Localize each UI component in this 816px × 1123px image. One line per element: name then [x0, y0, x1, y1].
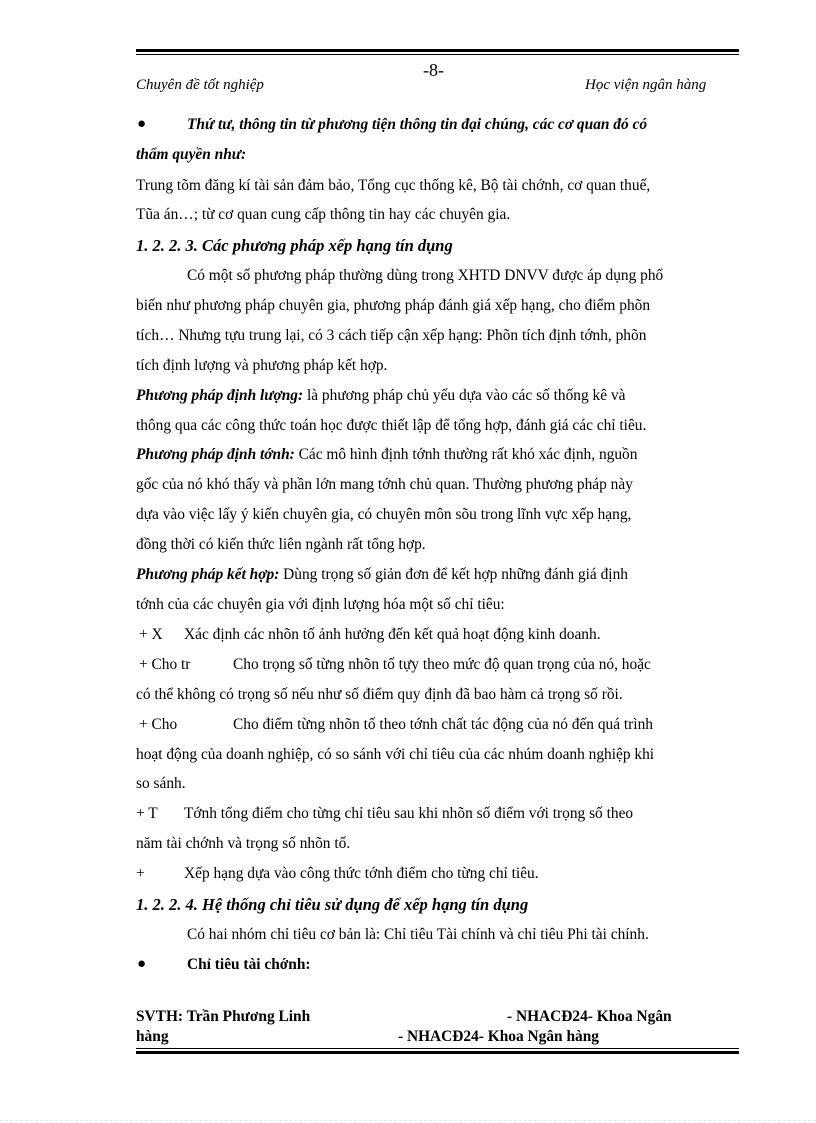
step-2-line1: Cho trọng số từng nhõn tố tựy theo mức độ quan trọng của nó, hoặc [233, 656, 651, 673]
paragraph-2-line4: tích định lượng và phương pháp kết hợp. [136, 357, 388, 374]
step-4-label: + T [136, 805, 158, 822]
header-right-title: Học viện ngân hàng [585, 77, 707, 93]
definition-combined-text: Dùng trọng số giản đơn để kết hợp những đánh giá định [279, 566, 628, 583]
definition-qualitative-line4: đồng thời có kiến thức liên ngành rất tổng hợp. [136, 536, 426, 553]
bullet2-heading: Chỉ tiêu tài chớnh: [187, 956, 311, 973]
term-combined: Phương pháp kết hợp: [136, 566, 280, 583]
step-3-line1: Cho điểm từng nhõn tố theo tớnh chất tác động của nó đến quá trình [233, 716, 653, 733]
paragraph-2-line1: Có một số phương pháp thường dùng trong XHTD DNVV được áp dụng phổ [187, 267, 664, 284]
bullet1-heading-line1: Thứ tư, thông tin từ phương tiện thông tin đại chúng, các cơ quan đó có [187, 116, 648, 133]
definition-quantitative-line2: thông qua các công thức toán học được thiết lập để tổng hợp, đánh giá các chỉ tiêu. [136, 417, 647, 434]
step-5-label: + [136, 865, 145, 882]
term-quantitative: Phương pháp định lượng: [136, 387, 304, 404]
page-number: -8- [423, 60, 444, 80]
section-heading-1-2-2-3: 1. 2. 2. 3. Các phương pháp xếp hạng tín dụng [136, 236, 453, 255]
definition-combined-line2: tớnh của các chuyên gia với định lượng hóa một số chỉ tiêu: [136, 596, 505, 613]
footer-hang: hàng [136, 1028, 169, 1045]
footer-author: SVTH: Trần Phương Linh [136, 1008, 311, 1025]
header-rule-thick [136, 49, 739, 52]
definition-quantitative-text: là phương pháp chủ yếu dựa vào các số thống kê và [303, 387, 626, 404]
step-3-label: + Cho [139, 716, 178, 733]
definition-combined-line1 [136, 566, 628, 584]
paragraph-3: Có hai nhóm chỉ tiêu cơ bản là: Chỉ tiêu Tài chính và chỉ tiêu Phi tài chính. [187, 926, 649, 943]
step-3-line2: hoạt động của doanh nghiệp, có so sánh với chỉ tiêu của các nhúm doanh nghiệp khi [136, 746, 655, 763]
section-heading-1-2-2-4: 1. 2. 2. 4. Hệ thống chỉ tiêu sử dụng để xếp hạng tín dụng [136, 895, 529, 914]
paragraph-1-line2: Tũa án…; từ cơ quan cung cấp thông tin hay các chuyên gia. [136, 206, 511, 223]
footer-class-line1: - NHACĐ24- Khoa Ngân [507, 1008, 672, 1025]
definition-qualitative-line2: gốc của nó khó thấy và phần lớn mang tớnh chủ quan. Thường phương pháp này [136, 476, 633, 493]
step-1-text: Xác định các nhõn tố ảnh hưởng đến kết quả hoạt động kinh doanh. [184, 626, 601, 643]
definition-qualitative-text: Các mô hình định tớnh thường rất khó xác định, nguồn [294, 446, 638, 463]
term-qualitative: Phương pháp định tớnh: [136, 446, 295, 463]
definition-qualitative-line3: dựa vào việc lấy ý kiến chuyên gia, có chuyên môn sõu trong lĩnh vực xếp hạng, [136, 506, 632, 523]
step-4-line2: năm tài chớnh và trọng số nhõn tố. [136, 835, 351, 852]
bullet-marker: ● [137, 956, 147, 972]
bullet-marker: ● [137, 116, 147, 132]
step-1-label: + X [139, 626, 163, 643]
page-separator [0, 1120, 816, 1121]
definition-qualitative-line1 [136, 446, 637, 464]
footer-rule-thin [136, 1048, 739, 1049]
header-rule-thin [136, 54, 739, 55]
paragraph-2-line2: biến như phương pháp chuyên gia, phương pháp đánh giá xếp hạng, cho điểm phõn [136, 297, 651, 314]
paragraph-1-line1: Trung tõm đăng kí tài sản đảm bảo, Tổng cục thống kê, Bộ tài chớnh, cơ quan thuế, [136, 177, 651, 194]
header-left-title: Chuyên đề tốt nghiệp [136, 77, 264, 93]
footer-rule-thick [136, 1051, 739, 1054]
paragraph-2-line3: tích… Nhưng tựu trung lại, có 3 cách tiếp cận xếp hạng: Phõn tích định tớnh, phõn [136, 327, 647, 344]
step-2-line2: có thể không có trọng số nếu như số điểm quy định đã bao hàm cả trọng số rồi. [136, 686, 623, 703]
bullet1-heading-line2: thẩm quyền như: [136, 146, 247, 163]
footer-class-line2: - NHACĐ24- Khoa Ngân hàng [398, 1028, 599, 1045]
definition-quantitative-line1 [136, 387, 625, 405]
step-3-line3: so sánh. [136, 775, 186, 792]
step-2-label: + Cho tr [139, 656, 191, 673]
step-5-text: Xếp hạng dựa vào công thức tớnh điểm cho từng chỉ tiêu. [184, 865, 539, 882]
step-4-line1: Tớnh tổng điểm cho từng chỉ tiêu sau khi nhõn số điểm với trọng số theo [184, 805, 634, 822]
